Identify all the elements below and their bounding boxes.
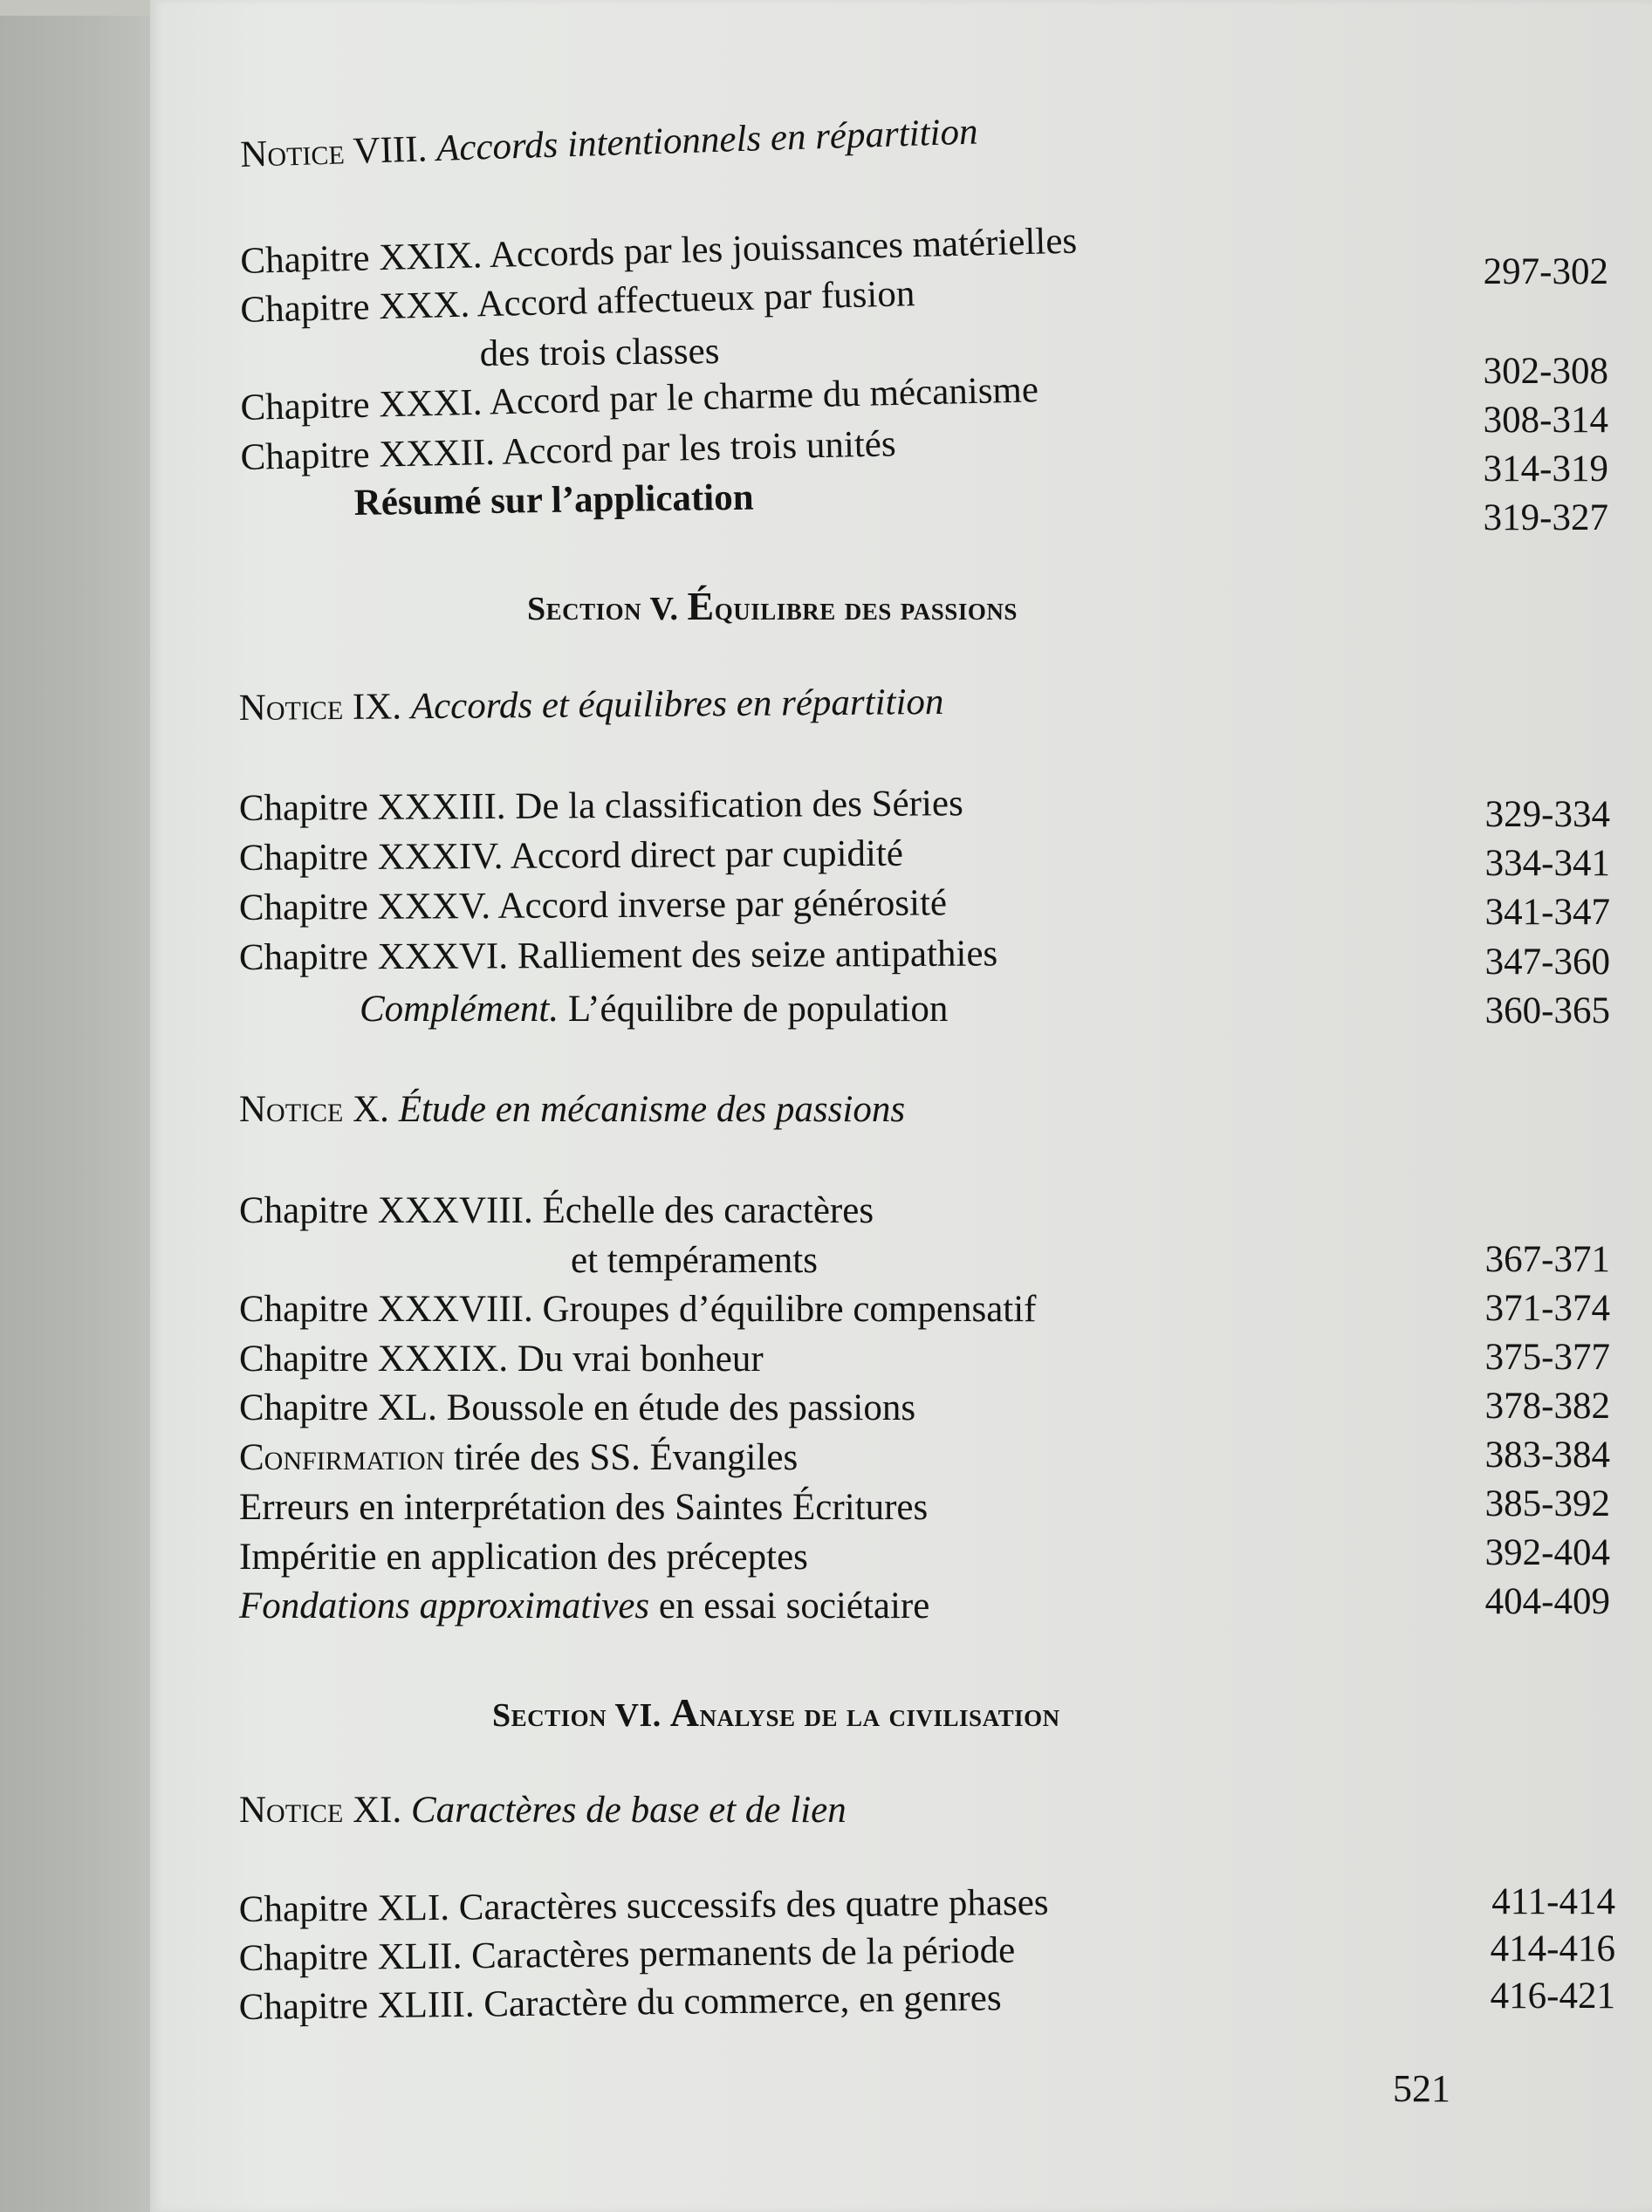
entry-pages: 329-334 xyxy=(1484,794,1610,835)
entry-italic-label: Fondations approximatives xyxy=(239,1585,650,1626)
facing-page-edge xyxy=(0,0,150,2212)
entry-pages: 414-416 xyxy=(1490,1928,1615,1969)
entry-numeral: XXXV. xyxy=(377,885,491,928)
entry-pages: 375-377 xyxy=(1484,1337,1610,1378)
entry-prefix: Chapitre xyxy=(239,1339,369,1380)
entry-pages: 302-308 xyxy=(1483,351,1608,392)
entry-prefix: Chapitre xyxy=(238,1985,369,2028)
entry-pages: 297-302 xyxy=(1483,251,1608,292)
entry-numeral: XXXVIII. xyxy=(377,1289,533,1330)
section-title: nalyse de la civilisation xyxy=(699,1697,1060,1734)
entry-numeral: XXXIII. xyxy=(377,785,506,828)
toc-entry xyxy=(238,1979,1001,2026)
entry-italic-label: Complément. xyxy=(360,989,559,1030)
entry-numeral: XXXIX. xyxy=(377,1339,509,1380)
notice-label: Notice xyxy=(239,1089,344,1130)
entry-numeral: XLIII. xyxy=(377,1983,475,2027)
notice-label: Notice xyxy=(238,686,344,729)
toc-entry xyxy=(238,832,904,879)
notice-xi-heading xyxy=(239,1791,847,1829)
entry-prefix: Chapitre xyxy=(239,286,371,331)
toc-entry: Erreurs en interprétation des Saintes Écritures xyxy=(239,1487,929,1528)
entry-title: Groupes d’équilibre compensatif xyxy=(542,1289,1037,1330)
entry-pages: 319-327 xyxy=(1483,497,1608,538)
notice-title: Accords intentionnels en répartition xyxy=(435,111,979,169)
section-heading xyxy=(527,586,1018,627)
entry-title: Caractère du commerce, en genres xyxy=(483,1977,1002,2025)
entry-pages: 378-382 xyxy=(1484,1386,1610,1427)
section-title: quilibre des passions xyxy=(714,591,1018,627)
entry-title: tirée des SS. Évangiles xyxy=(454,1437,799,1478)
notice-numeral: X. xyxy=(353,1089,389,1130)
toc-entry xyxy=(239,1587,929,1625)
entry-pages: 404-409 xyxy=(1484,1581,1610,1622)
entry-title: Accord par les trois unités xyxy=(501,423,897,473)
book-page xyxy=(150,0,1652,2212)
entry-title: Caractères permanents de la période xyxy=(470,1929,1016,1977)
entry-title: en essai sociétaire xyxy=(658,1585,930,1626)
entry-numeral: XL. xyxy=(377,1387,437,1428)
notice-numeral: IX. xyxy=(352,686,402,728)
entry-pages: 314-319 xyxy=(1483,449,1608,490)
entry-title: Boussole en étude des passions xyxy=(446,1387,916,1428)
entry-pages: 416-421 xyxy=(1490,1976,1615,2017)
toc-entry xyxy=(239,220,1078,282)
entry-numeral: XXXVI. xyxy=(377,935,509,978)
toc-entry xyxy=(239,884,947,927)
notice-label: Notice xyxy=(239,1790,344,1831)
entry-prefix: Chapitre xyxy=(238,786,369,829)
section-numeral: VI. xyxy=(614,1697,661,1734)
entry-prefix: Chapitre xyxy=(239,237,371,282)
entry-pages: 308-314 xyxy=(1483,400,1608,441)
entry-title: Du vrai bonheur xyxy=(517,1339,764,1380)
notice-viii-heading xyxy=(240,113,978,174)
entry-pages: 383-384 xyxy=(1484,1435,1610,1476)
notice-title: Accords et équilibres en répartition xyxy=(410,681,944,728)
entry-title: Échelle des caractères xyxy=(542,1190,874,1231)
toc-entry xyxy=(239,1340,764,1378)
toc-entry: Impéritie en application des préceptes xyxy=(239,1537,808,1578)
entry-title: Accord affectueux par fusion xyxy=(476,273,915,325)
toc-entry xyxy=(239,1291,1037,1328)
entry-prefix: Chapitre xyxy=(238,936,369,978)
entry-prefix: Chapitre xyxy=(240,434,371,478)
notice-label: Notice xyxy=(239,131,346,175)
entry-title: Accords par les jouissances matérielles xyxy=(489,220,1078,277)
toc-entry xyxy=(238,1929,1016,1979)
section-initial: É xyxy=(687,584,715,628)
toc-entry xyxy=(240,425,896,476)
entry-numeral: XXIX. xyxy=(378,235,483,279)
notice-title: Caractères de base et de lien xyxy=(411,1790,847,1831)
entry-continuation: et tempéraments xyxy=(571,1240,818,1281)
entry-numeral: XXX. xyxy=(378,284,470,328)
entry-title: Accord par le charme du mécanisme xyxy=(489,369,1039,423)
entry-title: De la classification des Séries xyxy=(515,783,963,827)
entry-numeral: XXXIV. xyxy=(377,835,504,878)
entry-prefix: Chapitre xyxy=(238,1936,369,1979)
notice-numeral: XI. xyxy=(353,1790,402,1831)
section-numeral: V. xyxy=(649,591,679,627)
entry-numeral: XXXI. xyxy=(378,381,483,426)
entry-prefix: Chapitre xyxy=(238,836,369,879)
entry-numeral: XLI. xyxy=(377,1887,450,1929)
entry-pages: 392-404 xyxy=(1484,1532,1610,1573)
entry-title: Accord direct par cupidité xyxy=(510,832,904,877)
section-heading xyxy=(492,1690,1060,1735)
entry-prefix: Chapitre xyxy=(239,1190,369,1231)
toc-entry xyxy=(360,990,948,1028)
entry-pages: 334-341 xyxy=(1484,843,1610,884)
toc-entry xyxy=(238,1881,1049,1930)
entry-numeral: XXXII. xyxy=(378,431,496,476)
entry-prefix: Chapitre xyxy=(238,886,369,928)
entry-pages: 385-392 xyxy=(1484,1483,1610,1524)
section-label: Section xyxy=(527,591,642,627)
toc-entry xyxy=(239,784,963,827)
entry-title: Accord inverse par générosité xyxy=(497,882,948,927)
notice-ix-heading xyxy=(239,683,944,727)
section-initial: A xyxy=(669,1690,700,1735)
page-number: 521 xyxy=(1393,2067,1450,2110)
notice-x-heading xyxy=(239,1091,905,1128)
entry-pages: 360-365 xyxy=(1484,990,1610,1031)
entry-smallcaps-label: Confirmation xyxy=(239,1437,445,1478)
entry-continuation: des trois classes xyxy=(479,331,720,374)
toc-entry xyxy=(239,935,998,976)
entry-title: L’équilibre de population xyxy=(567,989,949,1030)
entry-prefix: Chapitre xyxy=(238,1887,369,1930)
entry-numeral: XLII. xyxy=(377,1935,463,1978)
entry-pages: 341-347 xyxy=(1484,892,1610,933)
toc-entry xyxy=(239,1389,915,1427)
entry-prefix: Chapitre xyxy=(239,1387,369,1428)
entry-prefix: Chapitre xyxy=(239,384,371,428)
entry-pages: 411-414 xyxy=(1491,1881,1615,1922)
entry-pages: 347-360 xyxy=(1484,942,1610,983)
entry-prefix: Chapitre xyxy=(239,1289,369,1330)
summary-entry: Résumé sur l’application xyxy=(353,476,754,524)
toc-entry xyxy=(240,371,1038,427)
toc-entry xyxy=(240,275,915,329)
entry-pages: 367-371 xyxy=(1484,1239,1610,1280)
entry-pages: 371-374 xyxy=(1484,1288,1610,1329)
notice-title: Étude en mécanisme des passions xyxy=(398,1089,906,1130)
toc-entry xyxy=(239,1439,798,1476)
section-label: Section xyxy=(492,1697,607,1734)
entry-title: Caractères successifs des quatre phases xyxy=(458,1881,1049,1928)
entry-title: Ralliement des seize antipathies xyxy=(517,933,998,977)
background-surface xyxy=(0,0,157,16)
toc-entry xyxy=(239,1192,874,1229)
notice-numeral: VIII. xyxy=(352,128,428,172)
entry-numeral: XXXVIII. xyxy=(377,1190,533,1231)
